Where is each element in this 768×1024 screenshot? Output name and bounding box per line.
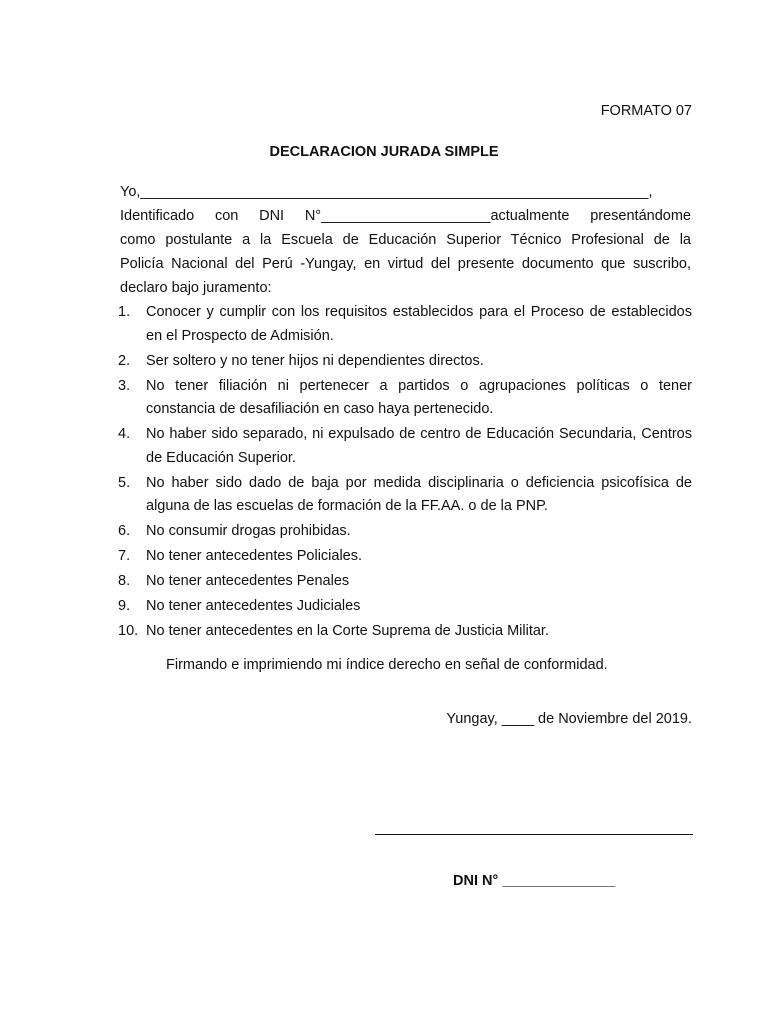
intro-line-name: Yo,_______________________________________________________________, <box>120 184 653 200</box>
list-item-text: No tener antecedentes Penales <box>146 573 350 589</box>
list-item <box>118 350 692 374</box>
signature-line <box>375 820 693 835</box>
list-item <box>118 595 692 619</box>
list-item-number: 5. <box>118 474 131 491</box>
format-number: FORMATO 07 <box>600 103 692 119</box>
dni-label: DNI N° ______________ <box>453 873 616 889</box>
list-item <box>118 472 692 519</box>
list-item-number: 4. <box>118 426 131 442</box>
list-item-number: 3. <box>118 377 131 394</box>
intro-paragraph <box>120 180 691 300</box>
list-item-number: 6. <box>118 523 131 539</box>
list-item <box>118 620 692 644</box>
list-item-number: 10. <box>118 623 139 639</box>
intro-line-police: Policía Nacional del Perú -Yungay, en virtud del presente documento que suscribo, <box>120 256 691 272</box>
list-item-text: Conocer y cumplir con los requisitos establecidos para el Proceso de establecidos en el Prospecto de Admisión. <box>146 304 692 344</box>
list-item-text: No tener antecedentes en la Corte Suprema de Justicia Militar. <box>146 623 549 639</box>
list-item-text: No tener filiación ni pertenecer a partidos o agrupaciones políticas o tener constancia de desafiliación en caso haya pertenecido. <box>146 377 692 417</box>
list-item-text: No tener antecedentes Judiciales <box>146 598 361 614</box>
list-item <box>118 375 692 422</box>
list-item-number: 1. <box>118 304 131 320</box>
list-item <box>118 520 692 544</box>
list-item-text: Ser soltero y no tener hijos ni dependientes directos. <box>146 352 484 369</box>
list-item-text: No consumir drogas prohibidas. <box>146 523 351 539</box>
list-item <box>118 423 692 470</box>
intro-line-applicant: como postulante a la Escuela de Educación Superior Técnico Profesional de la <box>120 232 691 248</box>
closing-statement: Firmando e imprimiendo mi índice derecho en señal de conformidad. <box>166 657 608 673</box>
list-item-number: 9. <box>118 598 131 614</box>
intro-line-dni: Identificado con DNI N°_____________________actualmente presentándome <box>120 208 691 224</box>
list-item-number: 8. <box>118 573 131 589</box>
document-title: DECLARACION JURADA SIMPLE <box>269 144 499 160</box>
list-item <box>118 301 692 348</box>
list-item-number: 2. <box>118 352 131 369</box>
list-item <box>118 545 692 569</box>
date-line: Yungay, ____ de Noviembre del 2019. <box>446 711 692 727</box>
list-item-text: No haber sido dado de baja por medida disciplinaria o deficiencia psicofísica de alguna de las escuelas de formación de la FF.AA. o de la PNP. <box>146 474 692 514</box>
list-item-number: 7. <box>118 548 131 564</box>
list-item-text: No tener antecedentes Policiales. <box>146 548 363 564</box>
intro-line-oath: declaro bajo juramento: <box>120 280 272 296</box>
list-item-text: No haber sido separado, ni expulsado de centro de Educación Secundaria, Centros de Educación Superior. <box>146 426 692 466</box>
requirements-list <box>118 301 692 645</box>
list-item <box>118 570 692 594</box>
